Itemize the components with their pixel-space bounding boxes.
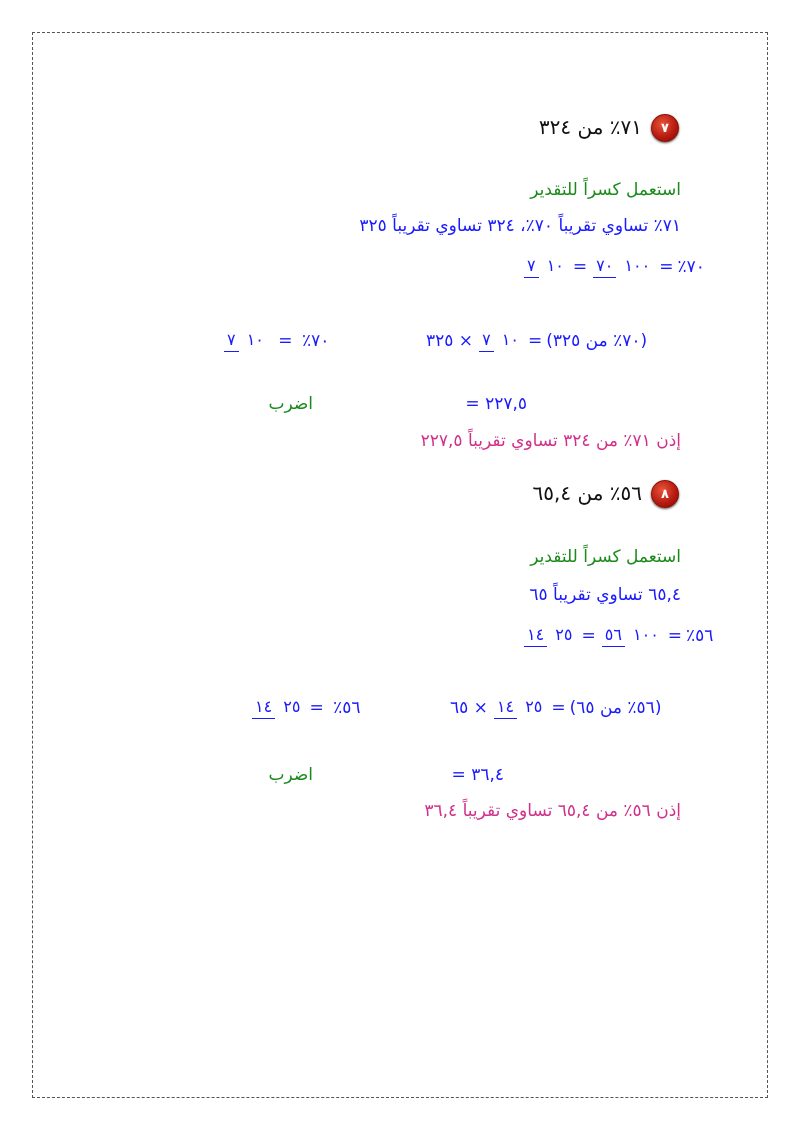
problem-8-result: ٣٦,٤ =	[451, 765, 504, 785]
problem-8-badge-number: ٨	[661, 486, 669, 502]
denominator: ٢٥	[283, 697, 301, 716]
equals-sign: =	[527, 330, 543, 351]
equals-sign: =	[309, 697, 330, 718]
fraction-14-25	[494, 697, 545, 719]
numerator: ٥٦	[602, 627, 625, 647]
equals-sign: =	[659, 256, 674, 277]
percent-value: ٪٧٠	[301, 330, 330, 351]
numerator: ١٤	[524, 627, 547, 647]
numerator: ٧	[479, 332, 494, 352]
fraction-7-10	[524, 256, 567, 278]
problem-7-conclusion: إذن ٧١٪ من ٣٢٤ تساوي تقريباً ٢٢٧,٥	[420, 431, 681, 451]
problem-8-side-equation	[250, 697, 361, 719]
percent-of-expression: (٥٦٪ من ٦٥)	[569, 697, 662, 718]
denominator: ١٠٠	[624, 256, 651, 275]
denominator: ١٠	[246, 330, 264, 349]
fraction-14-25	[524, 625, 575, 647]
problem-8-approx-line: ٦٥,٤ تساوي تقريباً ٦٥	[529, 585, 681, 605]
numerator: ٧	[524, 258, 539, 278]
equals-sign: =	[272, 330, 298, 351]
problem-7-fraction-equation	[522, 256, 705, 278]
problem-7-approx-line: ٧١٪ تساوي تقريباً ٧٠٪، ٣٢٤ تساوي تقريباً ٣٢٥	[359, 216, 681, 236]
multiplier: × ٦٥	[450, 697, 488, 718]
denominator: ١٠	[501, 330, 519, 349]
denominator: ١٠	[546, 256, 564, 275]
equals-sign: =	[551, 697, 566, 718]
numerator: ٧	[224, 332, 239, 352]
problem-8-multiply-label: اضرب	[268, 765, 313, 785]
problem-7-hint: استعمل كسراً للتقدير	[530, 180, 681, 200]
equals-sign: =	[581, 625, 596, 646]
problem-8-hint: استعمل كسراً للتقدير	[530, 547, 681, 567]
problem-7-product-equation	[426, 330, 647, 352]
problem-8-title: ٥٦٪ من ٦٥,٤	[532, 481, 642, 505]
equals-sign: =	[572, 256, 588, 277]
problem-7-badge-number: ٧	[661, 120, 669, 136]
numerator: ٧٠	[593, 258, 616, 278]
fraction-56-100	[602, 625, 662, 647]
fraction-70-100	[593, 256, 653, 278]
numerator: ١٤	[494, 699, 517, 719]
denominator: ٢٥	[555, 625, 573, 644]
denominator: ٢٥	[525, 697, 543, 716]
problem-7-result: ٢٢٧,٥ =	[465, 394, 527, 414]
fraction-7-10	[224, 330, 267, 352]
percent-value: ٪٧٠	[677, 256, 705, 277]
problem-7-side-equation	[222, 330, 329, 352]
percent-value: ٪٥٦	[333, 697, 361, 718]
denominator: ١٠٠	[633, 625, 659, 644]
problem-8-product-equation	[450, 697, 661, 719]
problem-7-multiply-label: اضرب	[268, 394, 313, 414]
problem-7-title: ٧١٪ من ٣٢٤	[538, 115, 642, 139]
problem-8-fraction-equation	[522, 625, 713, 647]
problem-8-conclusion: إذن ٥٦٪ من ٦٥,٤ تساوي تقريباً ٣٦,٤	[424, 801, 681, 821]
equals-sign: =	[667, 625, 683, 646]
fraction-7-10	[479, 330, 522, 352]
multiplier: × ٣٢٥	[426, 330, 474, 351]
problem-8-number-badge	[651, 480, 679, 508]
percent-of-expression: (٧٠٪ من ٣٢٥)	[546, 330, 648, 351]
numerator: ١٤	[252, 699, 275, 719]
percent-value: ٪٥٦	[686, 625, 714, 646]
problem-7-number-badge	[651, 114, 679, 142]
fraction-14-25	[252, 697, 303, 719]
